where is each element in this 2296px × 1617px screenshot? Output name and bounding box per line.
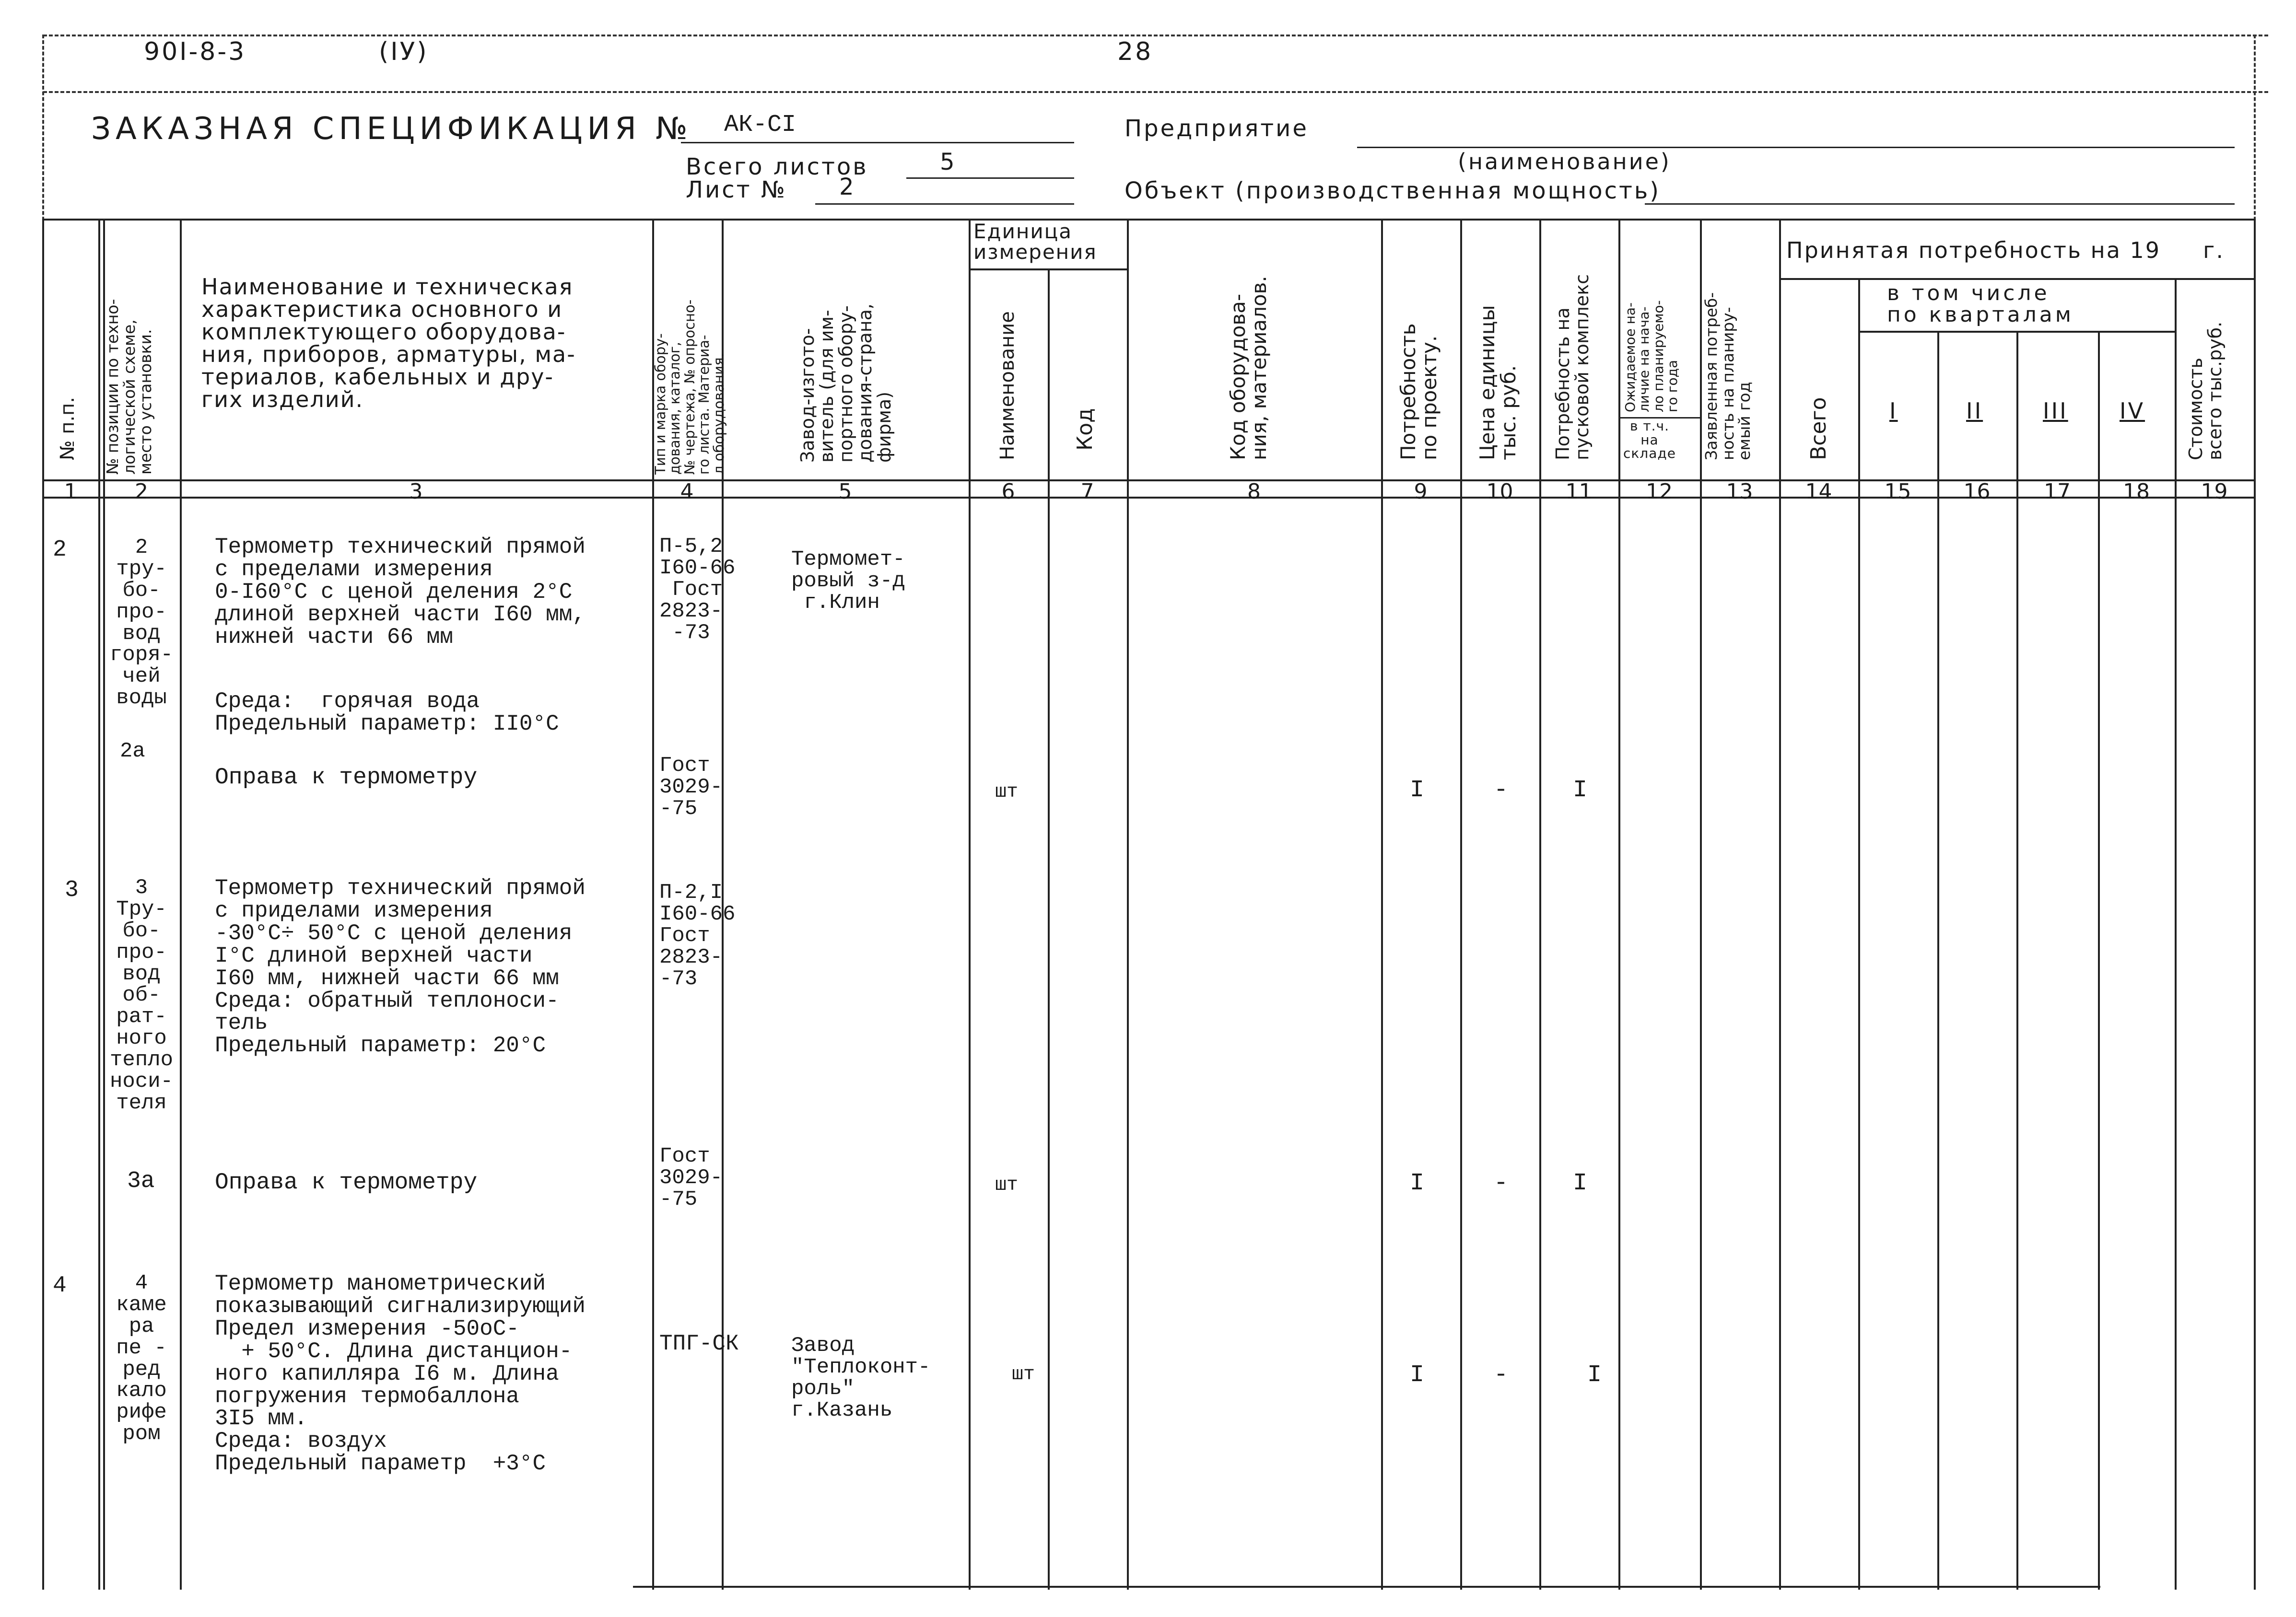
row-unit: шт [995, 781, 1019, 803]
object-label: Объект (производственная мощность) [1125, 177, 1661, 204]
col-header-16: II [1966, 398, 1983, 424]
col-header-1: № п.п. [57, 396, 79, 460]
col-header-14-18: Принятая потребность на 19 г. [1786, 237, 2225, 263]
row-unit: шт [1012, 1364, 1035, 1385]
col-header-10: Цена единицы тыс. руб. [1476, 305, 1521, 460]
total-sheets-value: 5 [940, 149, 957, 175]
spec-number: АК-СI [724, 111, 797, 139]
total-sheets-label: Всего листов [686, 153, 868, 180]
col-number: 2 [135, 479, 148, 504]
col-header-4: Тип и марка обору- дования, каталог, № чертежа, № опросно- го листа. Материа- л оборудования. [652, 299, 727, 475]
page-number: 28 [1117, 37, 1153, 66]
col-header-8: Код оборудова- ния, материалов. [1226, 276, 1271, 460]
col-number: 11 [1565, 479, 1593, 504]
row-price: - [1494, 1170, 1509, 1197]
row-type: ТПГ-СК [659, 1331, 739, 1356]
row-description: Термометр технический прямой с пределами измерения 0-I60°С с ценой деления 2°С длиной верхней части I60 мм, нижней части 66 мм [215, 535, 586, 650]
col-number: 14 [1805, 479, 1832, 504]
col-header-9: Потребность по проекту. [1396, 323, 1441, 460]
row-description: Термометр манометрический показывающий сигнализирующий Предел измерения -50оС- + 50°С. Длина дистанцион- ного капилляра I6 м. Длина погружения термобаллона 3I5 мм. Среда: воздух Предельный параметр +3°С [215, 1271, 586, 1477]
col-number: 17 [2044, 479, 2071, 504]
col-number: 16 [1963, 479, 1991, 504]
col-header-7: Код [1073, 408, 1097, 451]
col-number: 5 [838, 479, 852, 504]
sheet-value: 2 [839, 174, 856, 200]
col-header-11: Потребность на пусковой комплекс [1552, 274, 1593, 460]
row-manufacturer: Завод "Теплоконт- роль" г.Казань [791, 1334, 931, 1422]
row-need-start: I [1573, 1170, 1588, 1197]
col-number: 9 [1414, 479, 1428, 504]
row-description: Оправа к термометру [215, 765, 478, 791]
row-price: - [1494, 1361, 1509, 1389]
row-description: Термометр технический прямой с приделами измерения -30°С÷ 50°С с ценой деления I°С длиной верхней части I60 мм, нижней части 66 мм Среда: обратный теплоноси- тель Предельный параметр: 20°С [215, 876, 586, 1059]
volume-label: (IУ) [379, 37, 429, 66]
enterprise-label: Предприятие [1125, 115, 1309, 142]
sheet-label: Лист № [686, 176, 787, 203]
col-header-2: № позиции по техно- логической схеме, место установки. [103, 299, 155, 475]
col-header-5: Завод-изгото- витель (для им- портного обору- дования-страна, фирма) [797, 303, 895, 463]
row-position: 2 тру- бо- про- вод горя- чей воды [109, 535, 174, 710]
col-header-12: Ожидаемое на- личие на нача- ло планируемо- го года [1622, 300, 1681, 412]
row-type: П-5,2 I60-66 Гост 2823- -73 [659, 535, 736, 645]
name-hint: (наименование) [1458, 149, 1671, 174]
col-header-19: Стоимость всего тыс.руб. [2185, 321, 2226, 460]
col-number: 8 [1247, 479, 1261, 504]
col-header-15: I [1889, 398, 1898, 424]
col-number: 4 [680, 479, 694, 504]
row-number: 3 [65, 877, 79, 903]
row-unit: шт [995, 1175, 1019, 1196]
row-position: 3 Тру- бо- про- вод об- рат- ного тепло носи- теля [109, 876, 174, 1115]
col-number: 15 [1884, 479, 1911, 504]
row-type: Гост 3029- -75 [659, 754, 723, 821]
col-header-12-sub: в т.ч. на складе [1623, 418, 1676, 462]
col-number: 12 [1646, 479, 1673, 504]
col-header-14: Всего [1806, 397, 1831, 460]
col-number: 13 [1726, 479, 1753, 504]
document-code: 90I-8-3 [144, 37, 246, 66]
row-manufacturer: Термомет- ровый з-д г.Клин [791, 547, 905, 615]
col-number: 18 [2123, 479, 2150, 504]
row-position: 2а [120, 739, 145, 763]
row-need-start: I [1587, 1361, 1602, 1389]
col-number: 3 [409, 479, 423, 504]
row-position: 3а [127, 1168, 155, 1194]
row-number: 2 [53, 537, 67, 563]
row-type: П-2,I I60-66 Гост 2823- -73 [659, 881, 736, 991]
row-need-project: I [1410, 777, 1425, 804]
col-header-17: III [2043, 398, 2068, 424]
col-number: 19 [2201, 479, 2228, 504]
col-header-3: Наименование и техническая характеристика основного и комплектующего оборудова- ния, приборов, арматуры, ма- териалов, кабельных и дру- гих изделий. [201, 274, 576, 412]
row-position: 4 каме ра пе - ред кало рифе ром [116, 1271, 167, 1446]
col-header-6: Наименование [996, 311, 1019, 460]
col-number: 7 [1080, 479, 1094, 504]
row-medium: Среда: горячая вода Предельный параметр: II0°С [215, 689, 559, 736]
col-header-15-18: в том числе по кварталам [1887, 281, 2074, 327]
row-need-start: I [1573, 777, 1588, 804]
col-header-13: Заявленная потреб- ность на планиру- емый год [1702, 292, 1754, 460]
row-description: Оправа к термометру [215, 1170, 478, 1196]
col-header-18: IV [2120, 398, 2145, 424]
row-need-project: I [1410, 1361, 1425, 1389]
col-number: 1 [64, 479, 78, 504]
row-number: 4 [53, 1273, 67, 1299]
spec-title: ЗАКАЗНАЯ СПЕЦИФИКАЦИЯ № [91, 111, 692, 147]
row-need-project: I [1410, 1170, 1425, 1197]
col-number: 6 [1001, 479, 1015, 504]
col-number: 10 [1486, 479, 1513, 504]
col-header-6-7: Единица измерения [973, 220, 1097, 264]
row-price: - [1494, 777, 1509, 804]
row-type: Гост 3029- -75 [659, 1144, 723, 1211]
